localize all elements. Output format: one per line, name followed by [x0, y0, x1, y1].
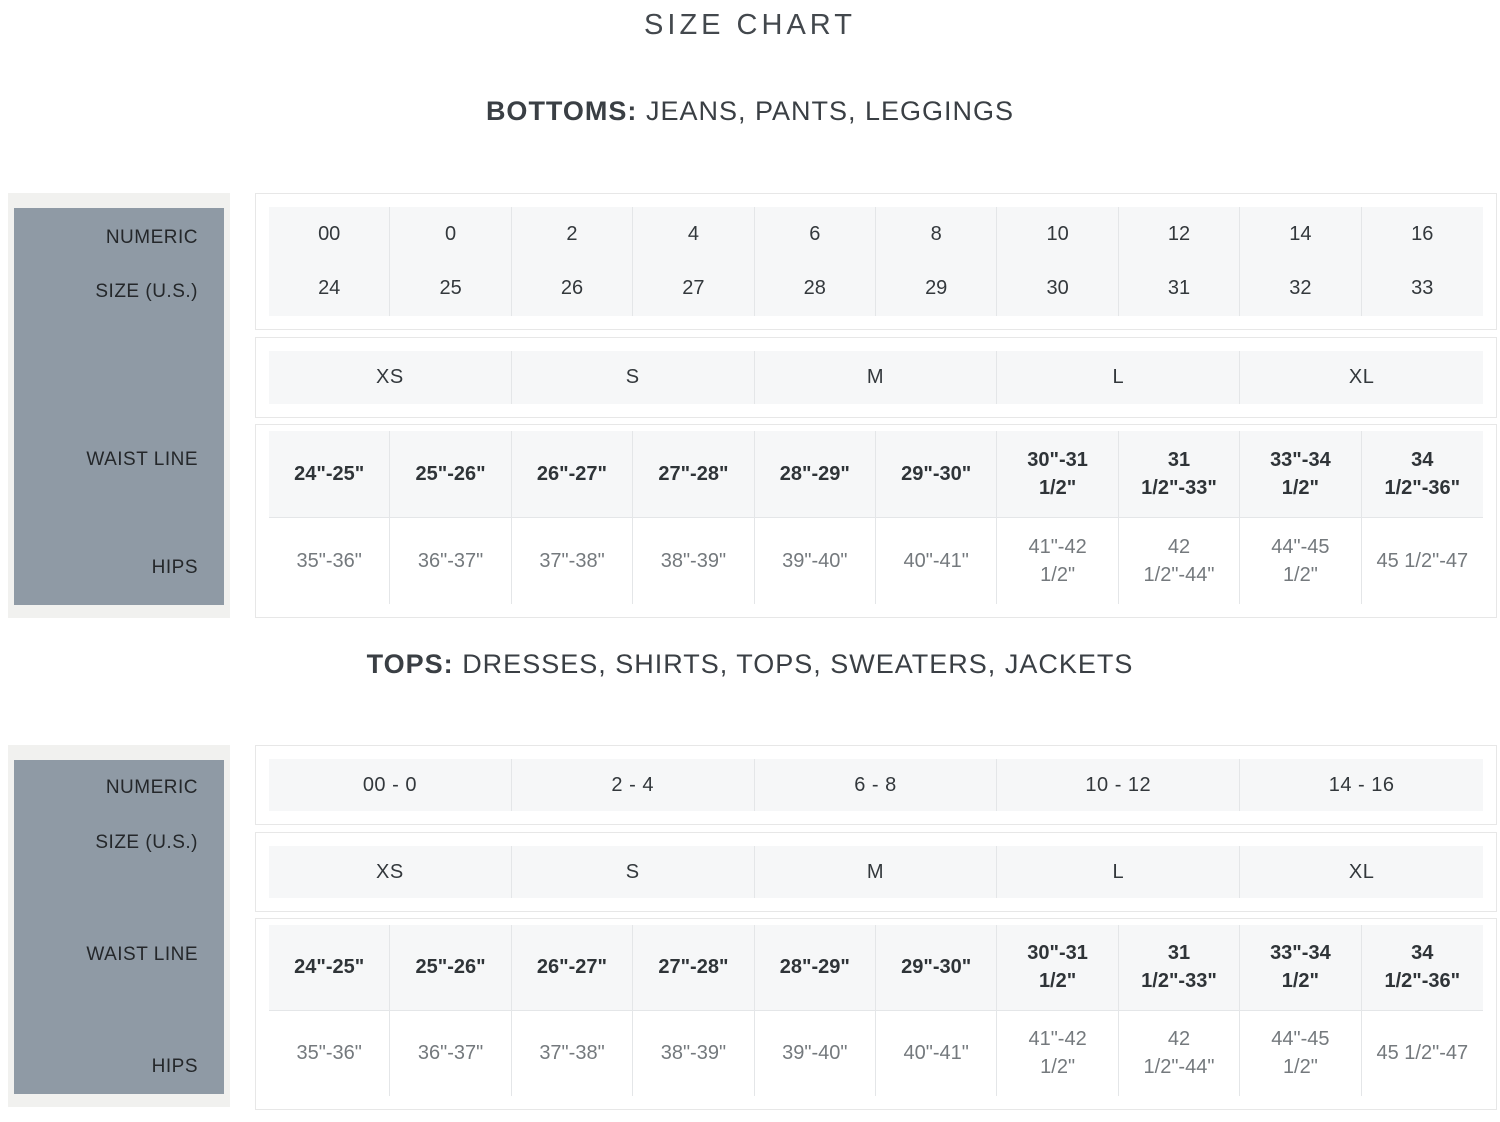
- waist-cell: 33"-34 1/2": [1240, 431, 1360, 518]
- size-cell: [876, 207, 997, 316]
- measure-column: [755, 431, 876, 604]
- size-cell: [755, 207, 876, 316]
- size-cell: [633, 207, 754, 316]
- numeric-range-cell: 2 - 4: [512, 759, 755, 811]
- numeric-range-cell: 6 - 8: [755, 759, 998, 811]
- row-header-hips: HIPS: [151, 557, 198, 578]
- tops-heading: [0, 647, 1500, 681]
- tops-letter-sizes-section: [255, 832, 1497, 912]
- hips-cell: 41"-42 1/2": [1028, 1028, 1087, 1079]
- waist-cell: 26"-27": [512, 431, 632, 518]
- measure-column: [997, 925, 1118, 1096]
- row-header-size-us: SIZE (U.S.): [95, 832, 198, 853]
- bottoms-letter-sizes-section: [255, 337, 1497, 418]
- tops-row-header-panel: [0, 745, 255, 1110]
- numeric-range-cell: 00 - 0: [269, 759, 512, 811]
- hips-cell: 44"-45 1/2": [1271, 535, 1330, 586]
- row-header-waist: WAIST LINE: [86, 449, 198, 470]
- blue-gray-panel: [14, 208, 224, 605]
- hips-cell: 36"-37": [417, 1042, 484, 1065]
- hips-cell: 42 1/2"-44": [1143, 535, 1215, 586]
- numeric-size: 10: [1046, 222, 1069, 245]
- letter-size-cell: M: [755, 351, 998, 404]
- numeric-size: 2: [566, 222, 578, 245]
- waist-cell: 25"-26": [390, 431, 510, 518]
- waist-cell: 31 1/2"-33": [1119, 925, 1239, 1011]
- size-cell: [1119, 207, 1240, 316]
- size-cell: [269, 207, 390, 316]
- panel-frame: [8, 193, 230, 618]
- bottoms-heading-bold: BOTTOMS:: [485, 96, 638, 126]
- us-size: 33: [1411, 277, 1434, 300]
- measure-column: [876, 431, 997, 604]
- row-header-size-us: SIZE (U.S.): [95, 281, 198, 302]
- waist-cell: 29"-30": [876, 925, 996, 1011]
- waist-cell: 31 1/2"-33": [1119, 431, 1239, 518]
- hips-cell: 45 1/2"-47: [1376, 549, 1469, 572]
- waist-cell: 33"-34 1/2": [1240, 925, 1360, 1011]
- us-size: 31: [1167, 277, 1191, 300]
- hips-cell: 38"-39": [660, 1042, 727, 1065]
- letter-size-cell: L: [997, 846, 1240, 898]
- measure-column: [269, 431, 390, 604]
- hips-cell: 42 1/2"-44": [1143, 1028, 1215, 1079]
- measure-column: [1240, 431, 1361, 604]
- tops-table-area: [255, 745, 1497, 1110]
- numeric-size: 0: [445, 222, 457, 245]
- numeric-size: 14: [1289, 222, 1312, 245]
- hips-cell: 37"-38": [539, 1042, 605, 1065]
- hips-cell: 38"-39": [660, 549, 727, 572]
- us-size: 28: [803, 277, 826, 300]
- measure-column: [1119, 431, 1240, 604]
- us-size: 32: [1289, 277, 1312, 300]
- us-size: 29: [925, 277, 948, 300]
- letter-size-cell: XS: [269, 351, 512, 404]
- numeric-size: 6: [809, 222, 821, 245]
- measure-column: [755, 925, 876, 1096]
- waist-cell: 24"-25": [269, 925, 389, 1011]
- numeric-size: 16: [1411, 222, 1434, 245]
- row-header-hips: HIPS: [151, 1056, 198, 1077]
- waist-cell: 27"-28": [633, 925, 753, 1011]
- bottoms-size-table: [0, 193, 1500, 618]
- numeric-range-cell: 14 - 16: [1240, 759, 1483, 811]
- bottoms-measurements-section: [255, 424, 1497, 618]
- waist-cell: 24"-25": [269, 431, 389, 518]
- tops-heading-bold: TOPS:: [366, 649, 454, 679]
- page-title: SIZE CHART: [644, 9, 856, 41]
- numeric-range-cell: 10 - 12: [997, 759, 1240, 811]
- waist-cell: 27"-28": [633, 431, 753, 518]
- hips-cell: 37"-38": [539, 549, 605, 572]
- waist-cell: 30"-31 1/2": [997, 431, 1117, 518]
- waist-cell: 26"-27": [512, 925, 632, 1011]
- us-size: 30: [1046, 277, 1069, 300]
- hips-cell: 35"-36": [296, 549, 362, 572]
- waist-cell: 28"-29": [755, 925, 875, 1011]
- measure-column: [269, 925, 390, 1096]
- us-size: 26: [560, 277, 584, 300]
- us-size: 27: [682, 277, 705, 300]
- letter-size-cell: XS: [269, 846, 512, 898]
- waist-cell: 34 1/2"-36": [1362, 431, 1483, 518]
- waist-cell: 28"-29": [755, 431, 875, 518]
- numeric-size: 00: [318, 222, 341, 245]
- measure-column: [390, 431, 511, 604]
- measure-column: [1119, 925, 1240, 1096]
- blue-gray-panel: [14, 760, 224, 1094]
- tops-heading-rest: DRESSES, SHIRTS, TOPS, SWEATERS, JACKETS: [462, 649, 1134, 679]
- letter-size-cell: S: [512, 846, 755, 898]
- waist-cell: 34 1/2"-36": [1362, 925, 1483, 1011]
- hips-cell: 35"-36": [296, 1042, 362, 1065]
- measure-column: [1362, 925, 1483, 1096]
- hips-cell: 45 1/2"-47: [1376, 1042, 1469, 1065]
- bottoms-heading: [0, 94, 1500, 128]
- measure-column: [1240, 925, 1361, 1096]
- measure-column: [390, 925, 511, 1096]
- size-cell: [1240, 207, 1361, 316]
- tops-size-table: [0, 745, 1500, 1110]
- letter-size-cell: XL: [1240, 846, 1483, 898]
- row-header-waist: WAIST LINE: [86, 944, 198, 965]
- hips-cell: 40"-41": [903, 1042, 969, 1065]
- hips-cell: 41"-42 1/2": [1028, 535, 1087, 586]
- measure-column: [512, 431, 633, 604]
- size-cell: [390, 207, 511, 316]
- hips-cell: 36"-37": [417, 549, 484, 572]
- measure-column: [633, 925, 754, 1096]
- bottoms-table-area: [255, 193, 1497, 618]
- letter-size-cell: M: [755, 846, 998, 898]
- measure-column: [876, 925, 997, 1096]
- numeric-size: 8: [930, 222, 942, 245]
- size-cell: [1362, 207, 1483, 316]
- measure-column: [512, 925, 633, 1096]
- waist-cell: 25"-26": [390, 925, 510, 1011]
- measure-column: [1362, 431, 1483, 604]
- hips-cell: 39"-40": [782, 1042, 848, 1065]
- bottoms-row-header-panel: [0, 193, 255, 618]
- us-size: 24: [318, 277, 341, 300]
- tops-measurements-section: [255, 918, 1497, 1110]
- us-size: 25: [439, 277, 462, 300]
- row-header-numeric: NUMERIC: [105, 227, 198, 248]
- hips-cell: 40"-41": [903, 549, 969, 572]
- hips-cell: 44"-45 1/2": [1271, 1028, 1330, 1079]
- numeric-size: 12: [1167, 222, 1191, 245]
- waist-cell: 30"-31 1/2": [997, 925, 1117, 1011]
- size-cell: [997, 207, 1118, 316]
- waist-cell: 29"-30": [876, 431, 996, 518]
- letter-size-cell: S: [512, 351, 755, 404]
- letter-size-cell: XL: [1240, 351, 1483, 404]
- measure-column: [997, 431, 1118, 604]
- tops-numeric-sizes-section: [255, 745, 1497, 825]
- letter-size-cell: L: [997, 351, 1240, 404]
- hips-cell: 39"-40": [782, 549, 848, 572]
- size-cell: [512, 207, 633, 316]
- panel-frame: [8, 745, 230, 1107]
- numeric-size: 4: [687, 222, 699, 245]
- bottoms-numeric-sizes-section: [255, 193, 1497, 330]
- bottoms-heading-rest: JEANS, PANTS, LEGGINGS: [645, 96, 1015, 126]
- measure-column: [633, 431, 754, 604]
- row-header-numeric: NUMERIC: [105, 777, 198, 798]
